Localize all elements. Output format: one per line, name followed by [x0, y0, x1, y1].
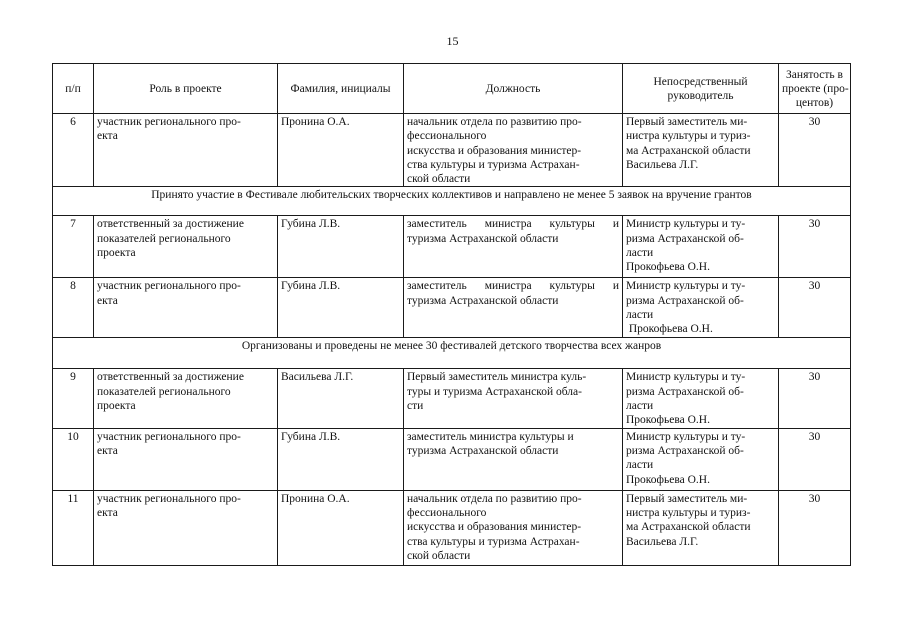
row-supervisor	[623, 428, 779, 490]
text-line: Васильева Л.Г.	[626, 535, 699, 548]
text-line: ризма Астраханской об-	[626, 294, 744, 307]
row-load: 30	[779, 369, 851, 428]
text-line: Первый заместитель ми-	[626, 116, 748, 128]
text-line: ства культуры и туризма Астрахан-	[407, 158, 580, 171]
text-line: ма Астраханской области	[626, 521, 751, 534]
row-position	[404, 114, 623, 187]
row-position	[404, 369, 623, 428]
header-load-line: проекте (про-	[782, 82, 849, 95]
text-line: Министр культуры и ту-	[626, 280, 746, 293]
text-line: туры и туризма Астраханской обла-	[407, 385, 582, 398]
table-row	[53, 114, 851, 187]
text-line: ризма Астраханской об-	[626, 444, 744, 457]
text-line: Министр культуры и ту-	[626, 371, 746, 384]
text-line: начальник отдела по развитию про-	[407, 492, 582, 505]
row-num: 10	[53, 428, 94, 490]
table-header-row	[53, 64, 851, 114]
text-line: проекта	[97, 247, 136, 260]
text-line: участник регионального про-	[97, 430, 241, 443]
text-line: показателей регионального	[97, 232, 231, 245]
text-line: нистра культуры и туриз-	[626, 506, 751, 519]
row-num: 8	[53, 278, 94, 338]
row-supervisor	[623, 369, 779, 428]
row-role	[94, 369, 278, 428]
header-supervisor-line: руководитель	[667, 90, 734, 102]
table-row	[53, 216, 851, 278]
text-line: екта	[97, 294, 118, 307]
header-role: Роль в проекте	[94, 64, 278, 114]
text-line: ской области	[407, 173, 471, 186]
page-number: 15	[446, 34, 459, 48]
table-row	[53, 278, 851, 338]
section-title: Принято участие в Фестивале любительских творческих коллективов и направлено не менее 5 заявок на вручение грантов	[53, 187, 851, 216]
text-line: туризма Астраханской области	[407, 294, 559, 307]
section-row	[53, 187, 851, 216]
table-row	[53, 428, 851, 490]
text-line: Первый заместитель министра куль-	[407, 371, 587, 384]
row-num: 9	[53, 369, 94, 428]
row-name: Губина Л.В.	[278, 278, 404, 338]
row-name: Васильева Л.Г.	[278, 369, 404, 428]
section-row	[53, 338, 851, 369]
header-load	[779, 64, 851, 114]
row-supervisor	[623, 216, 779, 278]
text-line: екта	[97, 130, 118, 143]
text-line: фессионального	[407, 506, 487, 519]
text-line: екта	[97, 506, 118, 519]
text-line: Васильева Л.Г.	[626, 158, 699, 171]
row-role	[94, 428, 278, 490]
section-title: Организованы и проведены не менее 30 фестивалей детского творчества всех жанров	[53, 338, 851, 369]
text-line: Министр культуры и ту-	[626, 218, 746, 231]
text-line: Первый заместитель ми-	[626, 492, 748, 505]
text-line: заместитель министра культуры и	[407, 430, 574, 443]
text-line: Прокофьева О.Н.	[626, 414, 710, 427]
row-position	[404, 490, 623, 565]
row-load: 30	[779, 490, 851, 565]
text-line: ответственный за достижение	[97, 218, 244, 231]
row-load: 30	[779, 278, 851, 338]
table-row	[53, 369, 851, 428]
row-role	[94, 490, 278, 565]
text-line: Прокофьева О.Н.	[626, 473, 710, 486]
text-line: Прокофьева О.Н.	[626, 261, 710, 274]
text-line: ства культуры и туризма Астрахан-	[407, 535, 580, 548]
row-role	[94, 278, 278, 338]
row-name: Пронина О.А.	[278, 114, 404, 187]
row-position	[404, 216, 623, 278]
text-line: екта	[97, 444, 118, 457]
text-line: участник регионального про-	[97, 492, 241, 505]
row-position	[404, 278, 623, 338]
text-line: ответственный за достижение	[97, 371, 244, 384]
text-line: ской области	[407, 549, 471, 562]
text-line: участник регионального про-	[97, 116, 241, 128]
header-supervisor	[623, 64, 779, 114]
header-supervisor-line: Непосредственный	[653, 75, 748, 88]
row-load: 30	[779, 216, 851, 278]
row-name: Пронина О.А.	[278, 490, 404, 565]
row-role	[94, 114, 278, 187]
header-position: Должность	[404, 64, 623, 114]
text-line: туризма Астраханской области	[407, 444, 559, 457]
text-line: ласти	[626, 309, 654, 322]
row-supervisor	[623, 114, 779, 187]
text-line: сти	[407, 400, 424, 413]
row-num: 6	[53, 114, 94, 187]
project-team-table	[52, 63, 851, 566]
text-line: заместитель министра культуры и	[407, 218, 619, 231]
text-line: Прокофьева О.Н.	[626, 323, 713, 336]
row-name: Губина Л.В.	[278, 216, 404, 278]
row-supervisor	[623, 278, 779, 338]
text-line: ласти	[626, 400, 654, 413]
text-line: ризма Астраханской об-	[626, 385, 744, 398]
text-line: показателей регионального	[97, 385, 231, 398]
text-line: участник регионального про-	[97, 280, 241, 293]
text-line: ласти	[626, 459, 654, 472]
text-line: ма Астраханской области	[626, 144, 751, 157]
text-line: проекта	[97, 400, 136, 413]
row-num: 11	[53, 490, 94, 565]
text-line: нистра культуры и туриз-	[626, 130, 751, 143]
row-position	[404, 428, 623, 490]
header-num: п/п	[53, 64, 94, 114]
row-role	[94, 216, 278, 278]
text-line: фессионального	[407, 130, 487, 143]
header-load-line: центов)	[795, 97, 834, 110]
text-line: искусства и образования министер-	[407, 521, 582, 534]
header-name: Фамилия, инициалы	[278, 64, 404, 114]
row-num: 7	[53, 216, 94, 278]
text-line: туризма Астраханской области	[407, 232, 559, 245]
header-load-line: Занятость в	[786, 68, 843, 81]
text-line: начальник отдела по развитию про-	[407, 116, 582, 128]
text-line: ласти	[626, 247, 654, 260]
table-row	[53, 490, 851, 565]
row-supervisor	[623, 490, 779, 565]
row-load: 30	[779, 428, 851, 490]
text-line: искусства и образования министер-	[407, 144, 582, 157]
text-line: заместитель министра культуры и	[407, 280, 619, 293]
row-load: 30	[779, 114, 851, 187]
text-line: Министр культуры и ту-	[626, 430, 746, 443]
row-name: Губина Л.В.	[278, 428, 404, 490]
text-line: ризма Астраханской об-	[626, 232, 744, 245]
